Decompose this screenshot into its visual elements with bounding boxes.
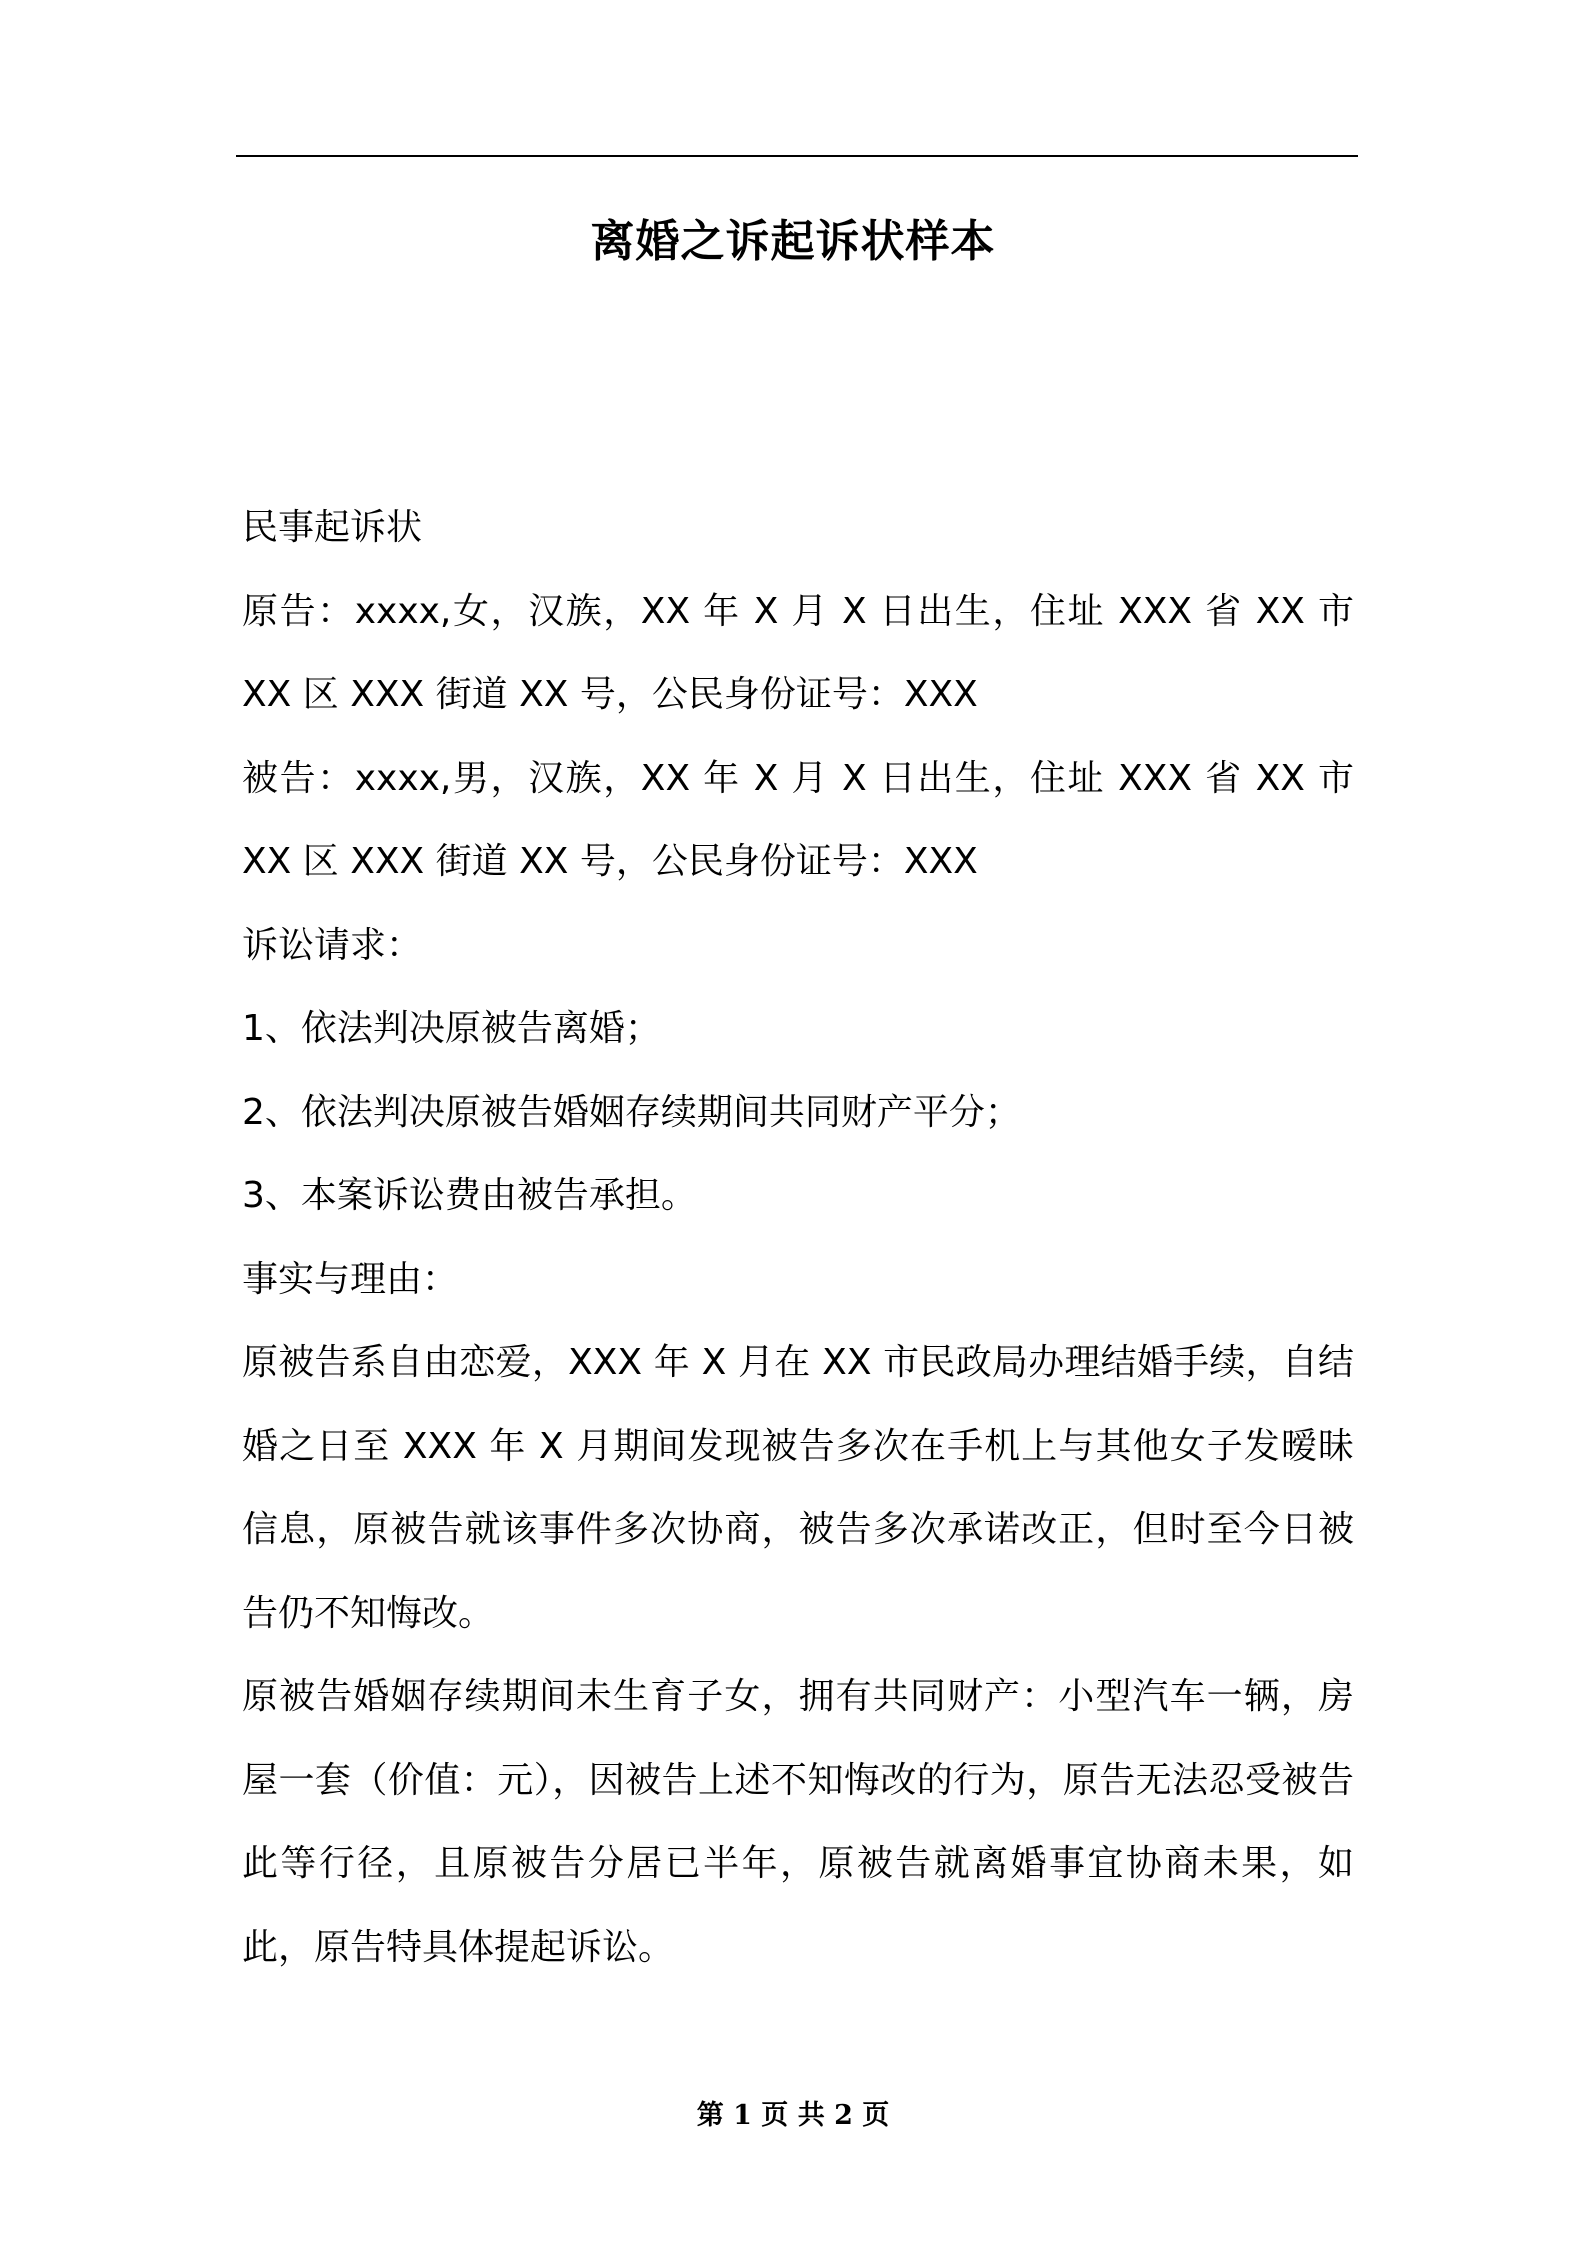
page-footer: 第 1 页 共 2 页 bbox=[696, 2100, 890, 2131]
header-rule bbox=[236, 155, 1358, 157]
defendant-paragraph: 被告：xxxx,男，汉族，XX 年 X 月 X 日出生，住址 XXX 省 XX 市 XX 区 XXX 街道 XX 号，公民身份证号：XXX bbox=[242, 757, 1354, 882]
claim-item: 3、本案诉讼费由被告承担。 bbox=[242, 1175, 697, 1216]
document-title: 离婚之诉起诉状样本 bbox=[590, 216, 996, 267]
facts-paragraph: 原被告婚姻存续期间未生育子女，拥有共同财产：小型汽车一辆，房屋一套（价值：元），因被告上述不知悔改的行为，原告无法忍受被告此等行径，且原被告分居已半年，原被告就离婚事宜协商未果，如此，原告特具体提起诉讼。 bbox=[242, 1676, 1354, 1968]
section-heading: 民事起诉状 bbox=[242, 507, 423, 548]
facts-heading: 事实与理由： bbox=[242, 1258, 459, 1300]
claims-heading: 诉讼请求： bbox=[242, 924, 423, 966]
claim-item: 2、依法判决原被告婚姻存续期间共同财产平分； bbox=[242, 1091, 1021, 1133]
facts-paragraph: 原被告系自由恋爱，XXX 年 X 月在 XX 市民政局办理结婚手续，自结婚之日至 XXX 年 X 月期间发现被告多次在手机上与其他女子发暧昧信息，原被告就该事件多次协商，被告多次承诺改正，但时至今日被告仍不知悔改。 bbox=[242, 1342, 1354, 1634]
document-body bbox=[242, 486, 1354, 1989]
plaintiff-paragraph: 原告：xxxx,女，汉族，XX 年 X 月 X 日出生，住址 XXX 省 XX 市 XX 区 XXX 街道 XX 号，公民身份证号：XXX bbox=[242, 590, 1354, 715]
claim-item: 1、依法判决原被告离婚； bbox=[242, 1008, 661, 1049]
